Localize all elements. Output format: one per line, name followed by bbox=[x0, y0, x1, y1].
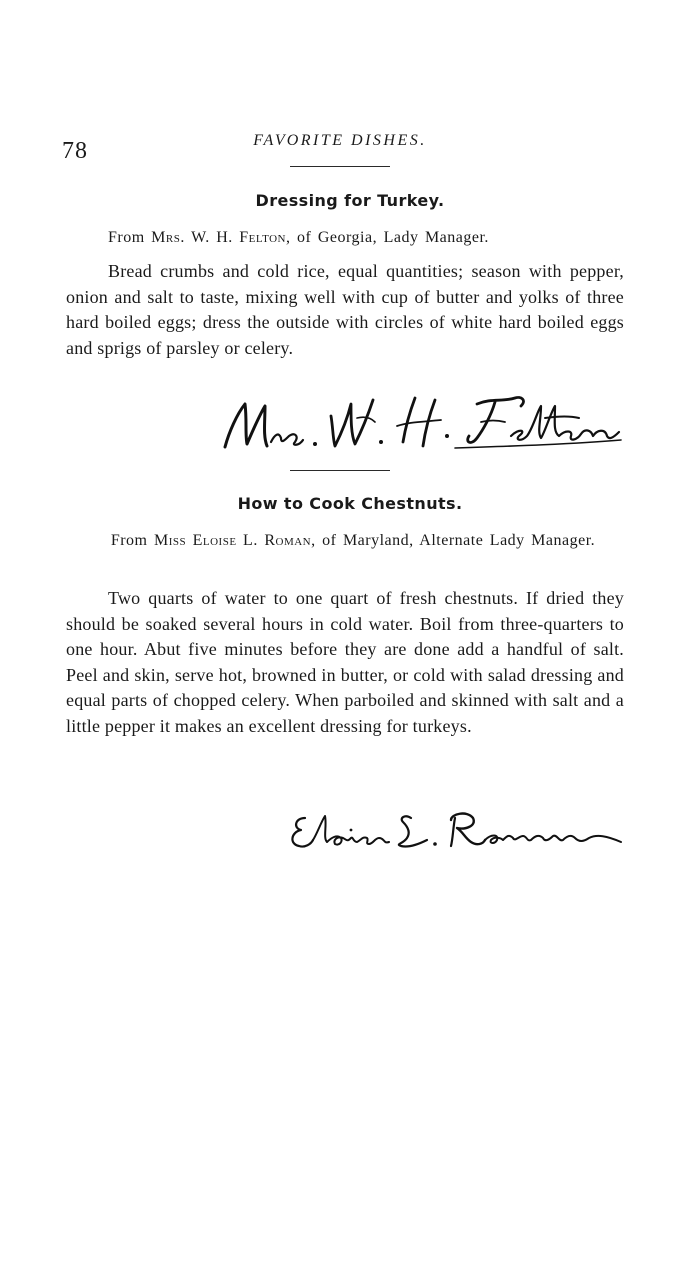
attribution-name: Mrs. W. H. Felton, bbox=[151, 229, 291, 246]
running-head: FAVORITE DISHES. bbox=[253, 132, 427, 149]
attribution-prefix: From bbox=[110, 532, 148, 549]
signature-text bbox=[215, 457, 216, 458]
attribution-name: Miss Eloise L. Roman, bbox=[154, 532, 316, 549]
recipe-title-chestnuts: How to Cook Chestnuts. bbox=[237, 494, 463, 513]
recipe-title-turkey-dressing: Dressing for Turkey. bbox=[255, 191, 445, 210]
attribution-prefix: From bbox=[108, 229, 145, 246]
signature-roman bbox=[287, 808, 627, 858]
recipe-body-chestnuts bbox=[66, 586, 624, 739]
recipe-attribution-chestnuts bbox=[88, 531, 618, 551]
signature-felton bbox=[215, 392, 625, 457]
header-rule bbox=[290, 166, 390, 167]
recipe-paragraph: Bread crumbs and cold rice, equal quantities; season with pepper, onion and salt to taste, mixing well with cup of butter and yolks of three hard boiled eggs; dress the outside with circles of white hard boiled eggs and sprigs of parsley or celery. bbox=[66, 261, 624, 358]
page-number: 78 bbox=[62, 138, 88, 164]
recipe-attribution-turkey-dressing bbox=[108, 228, 489, 248]
attribution-rest: of Maryland, Alternate Lady Manager. bbox=[322, 532, 596, 549]
signature-text bbox=[287, 858, 288, 859]
section-rule bbox=[290, 470, 390, 471]
recipe-body-turkey-dressing bbox=[66, 259, 624, 361]
recipe-paragraph: Two quarts of water to one quart of fresh chestnuts. If dried they should be soaked several hours in cold water. Boil from three-quarters to one hour. Abut five minutes before they are done add a handful of salt. Peel and skin, serve hot, browned in butter, or cold with salad dressing and equal parts of chopped celery. When parboiled and skinned with salt and a little pepper it makes an excellent dressing for turkeys. bbox=[66, 588, 624, 736]
attribution-rest: of Georgia, Lady Manager. bbox=[297, 229, 489, 246]
